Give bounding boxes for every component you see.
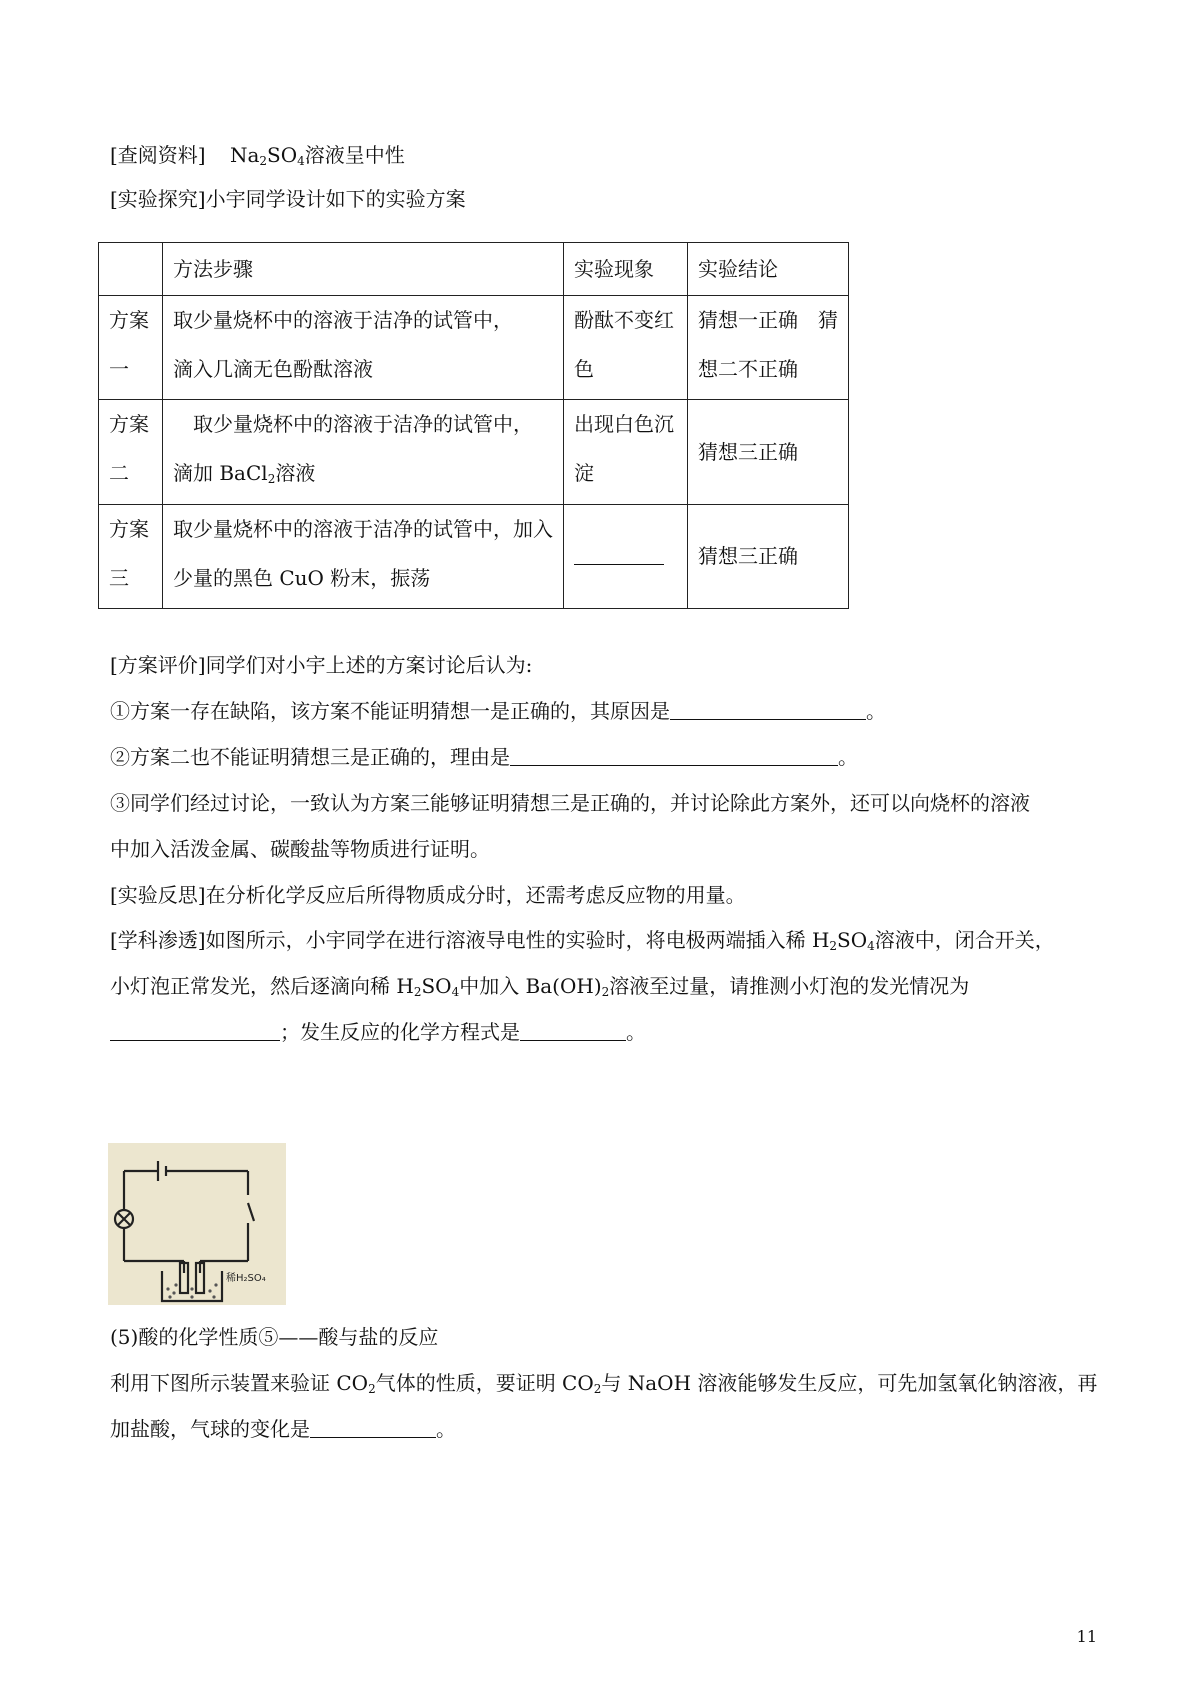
text-part: ；发生反应的化学方程式是 bbox=[280, 1020, 520, 1044]
period: 。 bbox=[866, 699, 886, 723]
text-part: 加盐酸，气球的变化是 bbox=[110, 1417, 310, 1441]
cell-text: 一 bbox=[109, 357, 129, 381]
formula-subscript: 2 bbox=[413, 985, 422, 999]
formula-subscript: 2 bbox=[259, 154, 268, 168]
text-part: 气体的性质，要证明 CO bbox=[375, 1371, 594, 1395]
question-3-line-1: ③同学们经过讨论，一致认为方案三能够证明猜想三是正确的，并讨论除此方案外，还可以向烧杯的溶液 bbox=[110, 791, 1030, 815]
phenomenon-cell bbox=[564, 296, 688, 400]
formula-part: Na bbox=[229, 143, 260, 167]
answer-blank[interactable] bbox=[310, 1415, 436, 1438]
plan-name-cell bbox=[99, 400, 163, 505]
text-part: SO bbox=[837, 928, 868, 952]
answer-blank[interactable] bbox=[520, 1018, 626, 1041]
cell-text: 取少量烧杯中的溶液于洁净的试管中，加入 bbox=[173, 517, 553, 541]
period: 。 bbox=[838, 745, 858, 769]
text-part: 小灯泡正常发光，然后逐滴向稀 H bbox=[110, 974, 414, 998]
co2-line-1 bbox=[110, 1368, 1097, 1404]
text-part: 利用下图所示装置来验证 CO bbox=[110, 1371, 369, 1395]
cell-text: 取少量烧杯中的溶液于洁净的试管中， bbox=[173, 412, 533, 436]
phenomenon-cell bbox=[564, 505, 688, 609]
penetration-line-2 bbox=[110, 971, 969, 1007]
answer-blank[interactable] bbox=[670, 697, 866, 720]
cell-text: 酚酞不变红 bbox=[574, 308, 674, 332]
question-text: ②方案二也不能证明猜想三是正确的，理由是 bbox=[110, 745, 510, 769]
cell-text: 猜想一正确 猜 bbox=[698, 308, 838, 332]
cell-text: 猜想三正确 bbox=[698, 544, 798, 568]
table-row bbox=[99, 505, 849, 609]
cell-text-part: 滴加 BaCl bbox=[173, 461, 268, 485]
circuit-diagram bbox=[108, 1143, 286, 1305]
cell-text: 猜想三正确 bbox=[698, 439, 798, 464]
cell-text-part: 溶液 bbox=[275, 461, 316, 485]
table-header-cell: 实验结论 bbox=[688, 243, 849, 296]
reference-label: [查阅资料] bbox=[110, 143, 206, 167]
table-header-row bbox=[99, 243, 849, 296]
text-part: 中加入 Ba(OH) bbox=[459, 974, 602, 998]
cell-text: 少量的黑色 CuO 粉末，振荡 bbox=[173, 566, 431, 590]
formula-subscript: 4 bbox=[867, 939, 875, 953]
table-row bbox=[99, 296, 849, 400]
question-text: ①方案一存在缺陷，该方案不能证明猜想一是正确的，其原因是 bbox=[110, 699, 670, 723]
cell-text: 三 bbox=[109, 566, 129, 590]
formula-subscript: 4 bbox=[297, 154, 305, 168]
cell-text: 方案 bbox=[109, 308, 149, 332]
formula-subscript: 2 bbox=[829, 939, 838, 953]
method-cell bbox=[163, 296, 564, 400]
table-header-cell bbox=[99, 243, 163, 296]
question-1 bbox=[110, 696, 886, 726]
answer-blank[interactable] bbox=[574, 542, 664, 565]
page-number: 11 bbox=[1076, 1627, 1097, 1646]
table-row bbox=[99, 400, 849, 505]
penetration-line-3 bbox=[110, 1017, 646, 1047]
co2-line-2 bbox=[110, 1414, 456, 1444]
text-part: [学科渗透]如图所示，小宇同学在进行溶液导电性的实验时，将电极两端插入稀 H bbox=[110, 928, 830, 952]
period: 。 bbox=[436, 1417, 456, 1441]
cell-text: 出现白色沉 bbox=[574, 412, 674, 436]
reference-line bbox=[110, 140, 405, 176]
cell-text: 二 bbox=[109, 461, 129, 485]
experiment-table bbox=[98, 242, 849, 609]
solution-dots bbox=[166, 1283, 217, 1298]
plan-name-cell bbox=[99, 505, 163, 609]
plan-name-cell bbox=[99, 296, 163, 400]
formula-subscript: 2 bbox=[601, 985, 610, 999]
conclusion-cell bbox=[688, 296, 849, 400]
question-3-line-2: 中加入活泼金属、碳酸盐等物质进行证明。 bbox=[110, 837, 490, 861]
method-cell bbox=[163, 400, 564, 505]
question-2 bbox=[110, 742, 858, 772]
answer-blank[interactable] bbox=[510, 743, 838, 766]
cell-text: 方案 bbox=[109, 517, 149, 541]
na2so4-formula bbox=[230, 143, 305, 167]
cell-text: 色 bbox=[574, 357, 594, 381]
text-part: 与 NaOH 溶液能够发生反应，可先加氢氧化钠溶液，再 bbox=[601, 1371, 1098, 1395]
table-header-cell: 实验现象 bbox=[564, 243, 688, 296]
cell-text: 淀 bbox=[574, 461, 594, 485]
reference-text: 溶液呈中性 bbox=[304, 143, 405, 167]
text-part: SO bbox=[421, 974, 452, 998]
formula-subscript: 4 bbox=[451, 985, 460, 999]
conclusion-cell bbox=[688, 400, 849, 505]
reflection-line: [实验反思]在分析化学反应后所得物质成分时，还需考虑反应物的用量。 bbox=[110, 883, 746, 907]
table-header-cell: 方法步骤 bbox=[163, 243, 564, 296]
phenomenon-cell bbox=[564, 400, 688, 505]
period: 。 bbox=[626, 1020, 646, 1044]
figure-label: 稀H₂SO₄ bbox=[226, 1273, 266, 1284]
formula-subscript: 2 bbox=[368, 1382, 376, 1396]
section-5-title: (5)酸的化学性质⑤——酸与盐的反应 bbox=[110, 1325, 439, 1349]
conclusion-cell bbox=[688, 505, 849, 609]
method-cell bbox=[163, 505, 564, 609]
conductivity-circuit-figure bbox=[108, 1143, 286, 1305]
cell-text: 滴入几滴无色酚酞溶液 bbox=[173, 357, 373, 381]
cell-text: 取少量烧杯中的溶液于洁净的试管中， bbox=[173, 308, 513, 332]
evaluation-line: [方案评价]同学们对小宇上述的方案讨论后认为: bbox=[110, 653, 533, 677]
design-line: [实验探究]小宇同学设计如下的实验方案 bbox=[110, 187, 466, 211]
text-part: 溶液至过量，请推测小灯泡的发光情况为 bbox=[609, 974, 970, 998]
cell-text: 想二不正确 bbox=[698, 357, 798, 381]
cell-text: 方案 bbox=[109, 412, 149, 436]
answer-blank[interactable] bbox=[110, 1018, 280, 1041]
formula-subscript: 2 bbox=[267, 472, 276, 486]
formula-part: SO bbox=[267, 143, 298, 167]
formula-subscript: 2 bbox=[593, 1382, 602, 1396]
penetration-line-1 bbox=[110, 925, 1055, 961]
text-part: 溶液中，闭合开关， bbox=[874, 928, 1055, 952]
cell-text bbox=[173, 449, 553, 504]
